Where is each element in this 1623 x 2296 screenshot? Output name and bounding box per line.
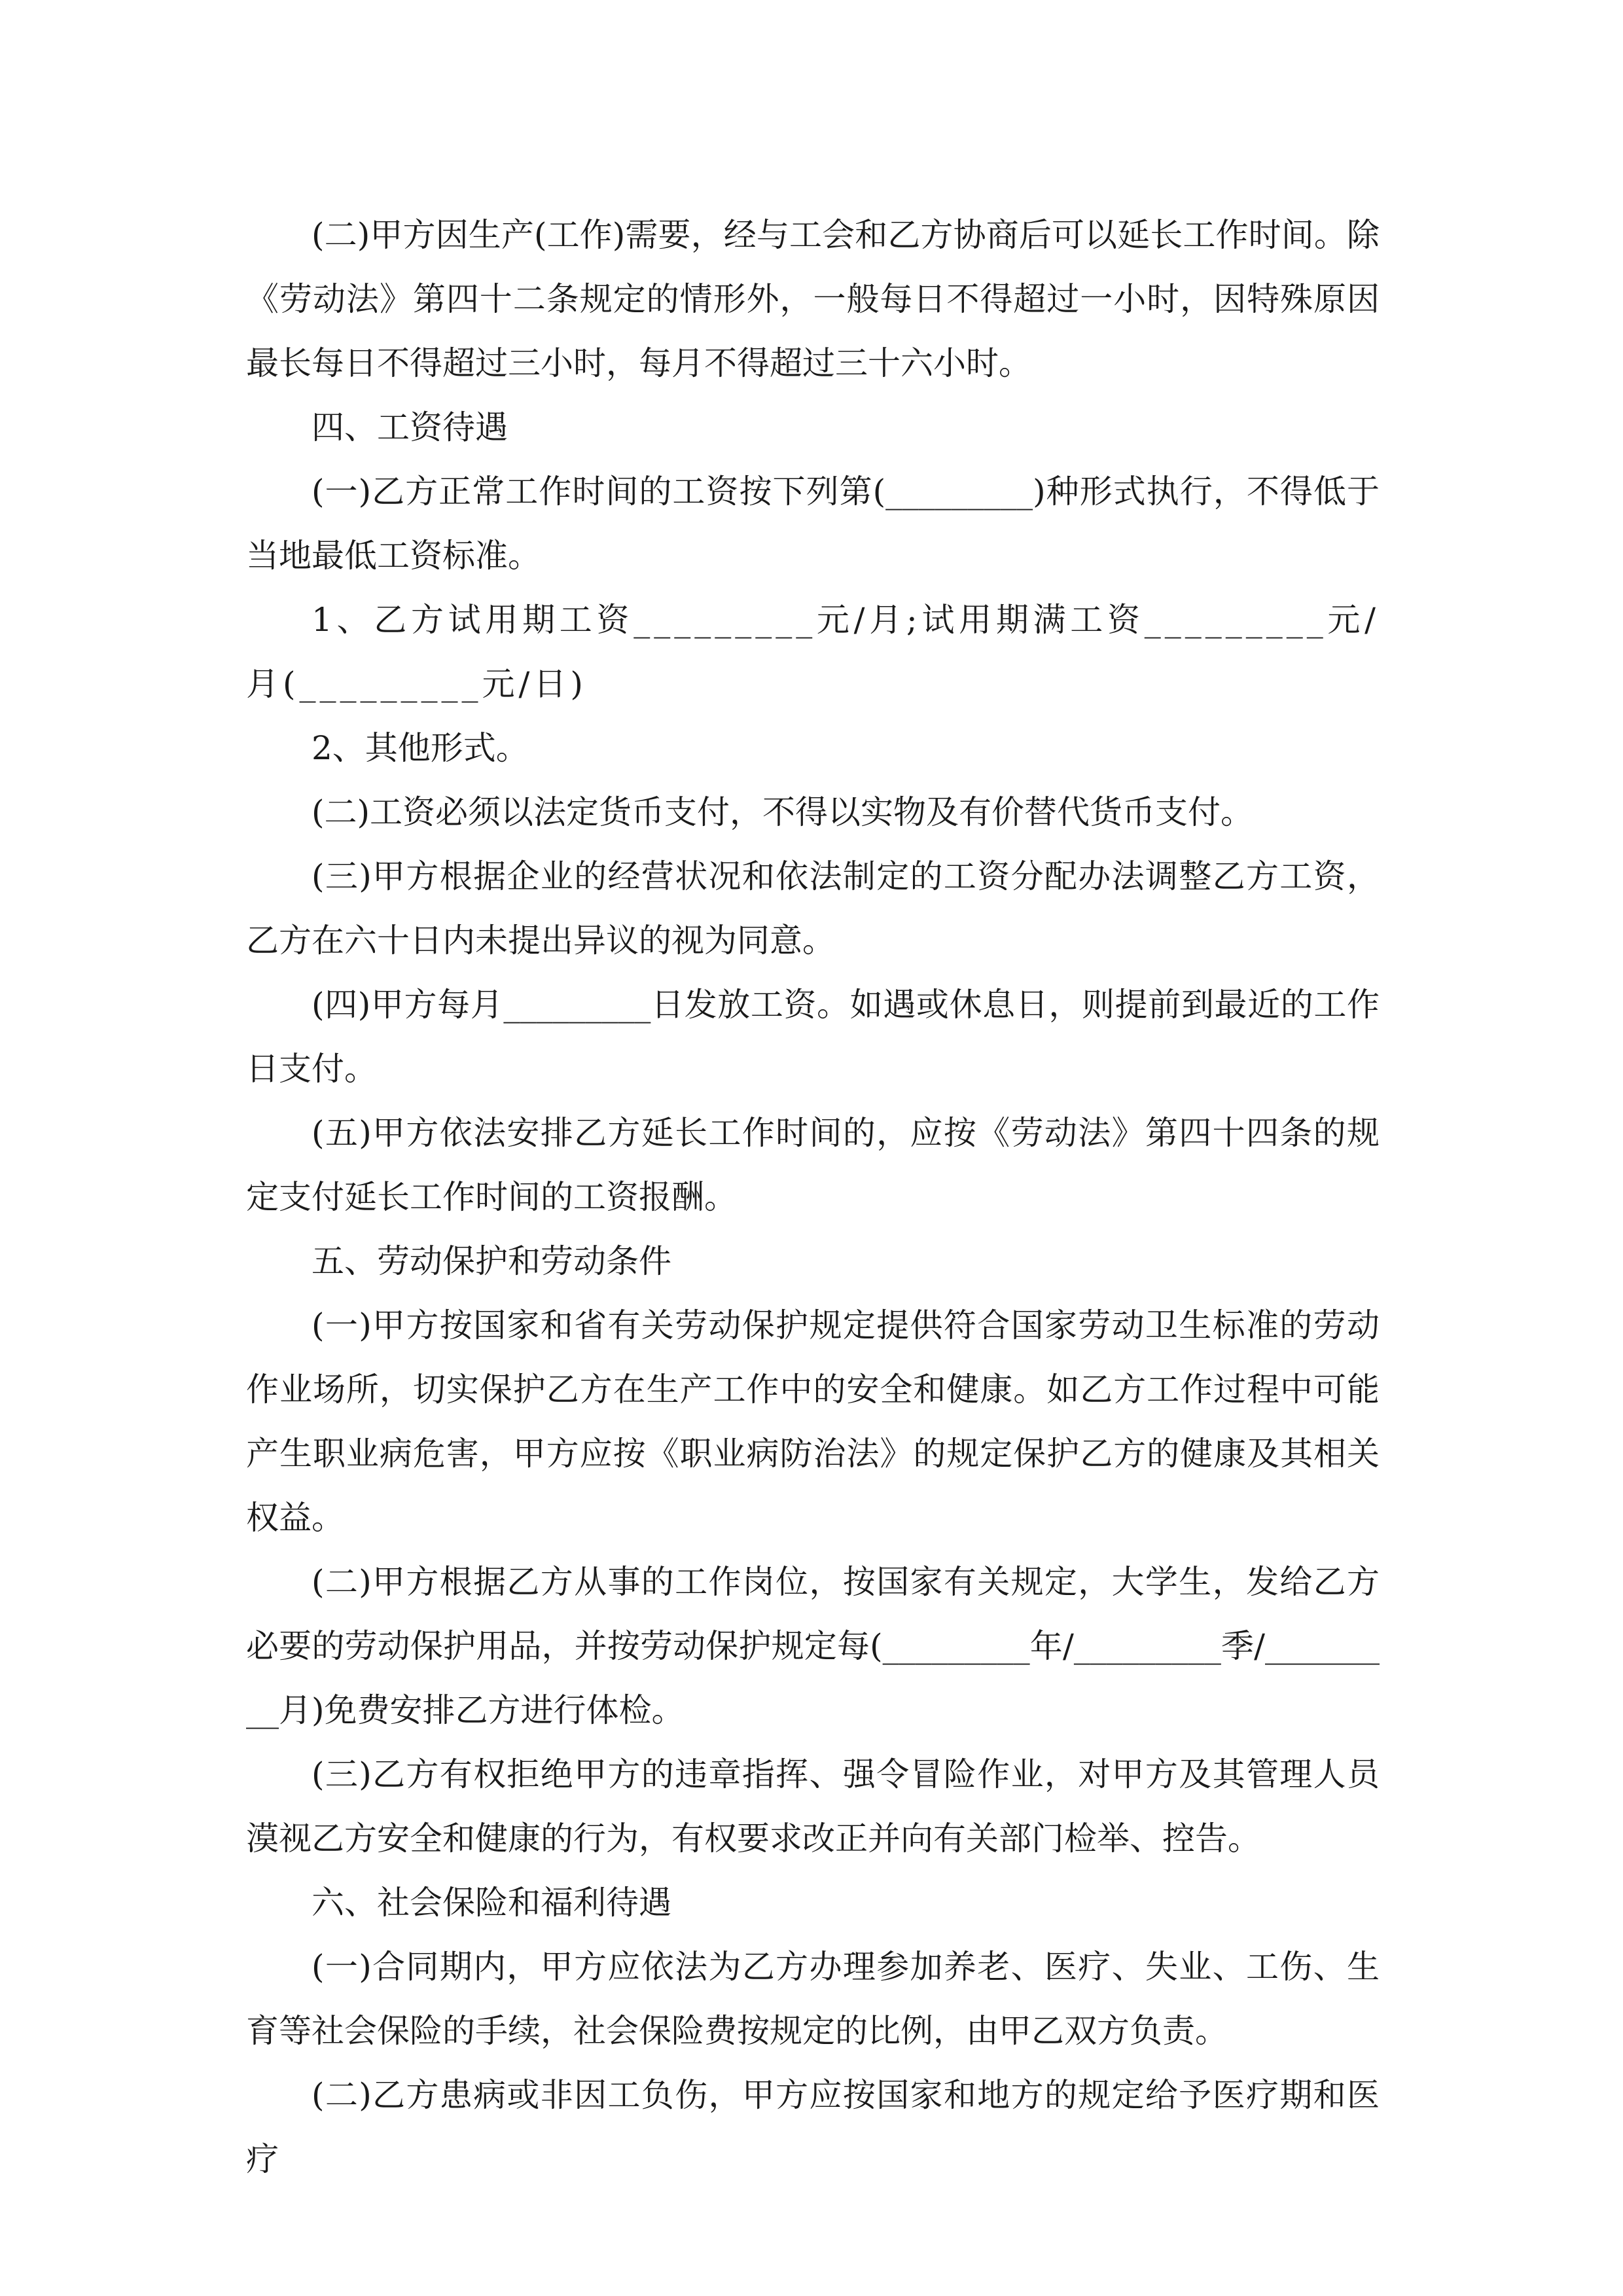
paragraph-wage-adjustment: (三)甲方根据企业的经营状况和依法制定的工资分配办法调整乙方工资，乙方在六十日内未提出异议的视为同意。: [246, 857, 1380, 960]
section-heading-social-insurance: 六、社会保险和福利待遇: [312, 1884, 671, 1922]
paragraph-legal-currency: (二)工资必须以法定货币支付，不得以实物及有价替代货币支付。: [312, 793, 1254, 831]
paragraph-sick-leave: (二)乙方患病或非因工负伤，甲方应按国家和地方的规定给予医疗期和医疗: [246, 2076, 1380, 2178]
paragraph-right-to-refuse: (三)乙方有权拒绝甲方的违章指挥、强令冒险作业，对甲方及其管理人员漠视乙方安全和健康的行为，有权要求改正并向有关部门检举、控告。: [246, 1755, 1380, 1857]
paragraph-probation-wage: 1、乙方试用期工资_________元/月;试用期满工资_________元/月(_________元/日): [246, 601, 1380, 703]
paragraph-protective-equipment: (二)甲方根据乙方从事的工作岗位，按国家有关规定，大学生，发给乙方必要的劳动保护用品，并按劳动保护规定每(_________年/_________季/_________月)免费安排乙方进行体检。: [246, 1563, 1380, 1729]
paragraph-overtime-pay: (五)甲方依法安排乙方延长工作时间的，应按《劳动法》第四十四条的规定支付延长工作时间的工资报酬。: [246, 1114, 1380, 1216]
section-heading-wages: 四、工资待遇: [312, 408, 508, 446]
paragraph-other-forms: 2、其他形式。: [312, 729, 529, 767]
document-body: [246, 203, 1380, 2191]
paragraph-social-insurance: (一)合同期内，甲方应依法为乙方办理参加养老、医疗、失业、工伤、生育等社会保险的手续，社会保险费按规定的比例，由甲乙双方负责。: [246, 1948, 1380, 2050]
paragraph-overtime-terms: (二)甲方因生产(工作)需要，经与工会和乙方协商后可以延长工作时间。除《劳动法》第四十二条规定的情形外，一般每日不得超过一小时，因特殊原因最长每日不得超过三小时，每月不得超过三十六小时。: [246, 216, 1380, 382]
section-heading-labor-protection: 五、劳动保护和劳动条件: [312, 1242, 671, 1280]
paragraph-wage-form: (一)乙方正常工作时间的工资按下列第(_________)种形式执行，不得低于当地最低工资标准。: [246, 473, 1380, 575]
paragraph-pay-day: (四)甲方每月_________日发放工资。如遇或休息日，则提前到最近的工作日支付。: [246, 986, 1380, 1088]
paragraph-workplace-safety: (一)甲方按国家和省有关劳动保护规定提供符合国家劳动卫生标准的劳动作业场所，切实保护乙方在生产工作中的安全和健康。如乙方工作过程中可能产生职业病危害，甲方应按《职业病防治法》的规定保护乙方的健康及其相关权益。: [246, 1306, 1380, 1537]
